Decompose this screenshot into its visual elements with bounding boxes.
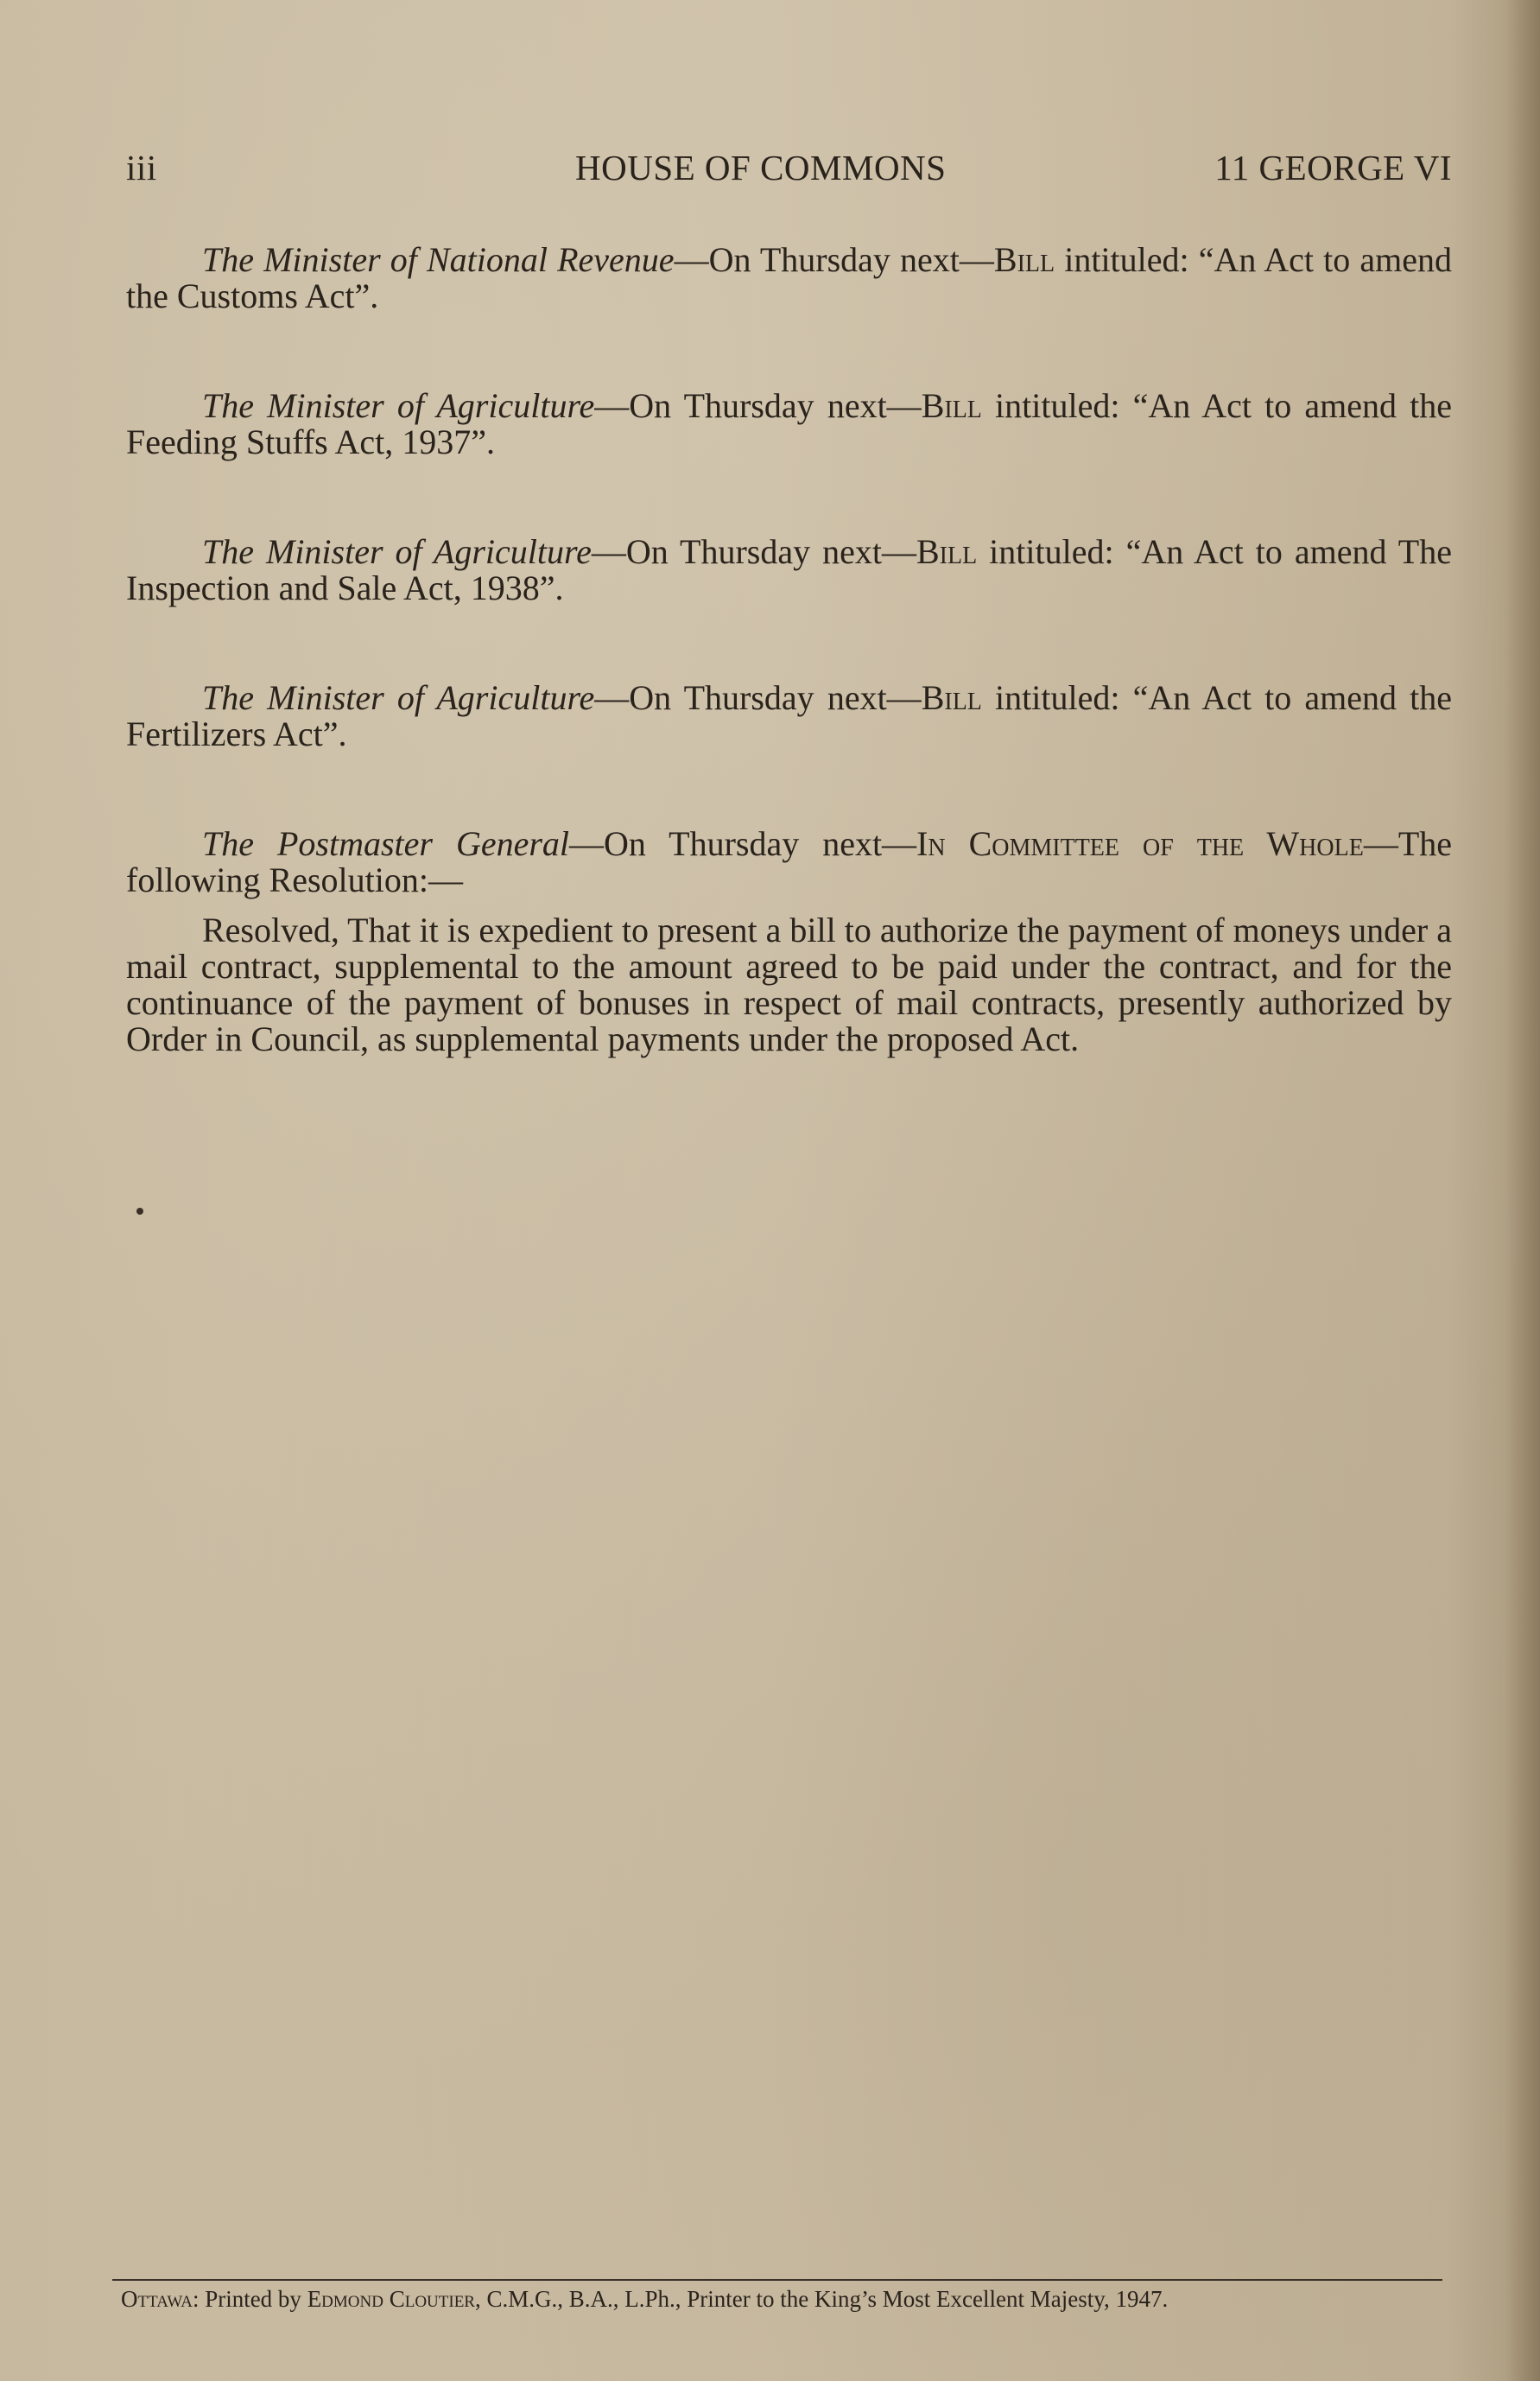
notice-timing: —On Thursday next— [594,386,922,425]
notice-item [126,242,1452,314]
bill-label: Bill [993,240,1055,279]
bill-title: intituled: “An Act to amend the Customs Act”. [126,240,1452,315]
bill-title: intituled: “An Act to amend The Inspection and Sale Act, 1938”. [126,532,1452,607]
notice-timing: —On Thursday next— [594,678,922,717]
notice-timing: —On Thursday next— [591,532,916,571]
page-number: iii [126,148,157,187]
notice-item [126,388,1452,460]
bill-label: Bill [921,678,982,717]
notice-list [126,242,1452,1057]
committee-label: In Committee of the Whole [916,824,1364,863]
notice-timing: —On Thursday next— [674,240,994,279]
minister-name: The Postmaster General [202,824,570,863]
minister-name: The Minister of Agriculture [202,532,592,571]
imprint-printed-by: : Printed by [192,2286,307,2312]
bill-title: intituled: “An Act to amend the Fertilizers Act”. [126,678,1452,753]
resolution-intro: —The following Resolution:— [126,824,1452,899]
imprint-credentials: , C.M.G., B.A., L.Ph., Printer to the King’s Most Excellent Majesty, 1947. [474,2286,1169,2312]
bill-label: Bill [921,386,982,425]
resolution-text: Resolved, That it is expedient to present a bill to authorize the payment of moneys under a mail contract, supplemental to the amount agreed to be paid under the contract, and for the continuance of the payment of bonuses in respect of mail contracts, presently authorized by Order in Council, as supplemental payments under the proposed Act. [126,911,1452,1058]
minister-name: The Minister of Agriculture [202,386,595,425]
page-edge-shadow [1505,0,1540,2381]
notice-item [126,680,1452,752]
printer-imprint [121,2286,1442,2313]
minister-name: The Minister of National Revenue [202,240,675,279]
notice-timing: —On Thursday next— [569,824,917,863]
regnal-year: 11 GEORGE VI [1214,148,1452,187]
bill-label: Bill [916,532,978,571]
minister-name: The Minister of Agriculture [202,678,595,717]
footer-rule [112,2279,1442,2281]
running-header [126,147,1452,199]
notice-item [126,534,1452,606]
imprint-city: Ottawa [121,2286,193,2312]
ink-speck [136,1208,143,1215]
imprint-printer-name: Edmond Cloutier [307,2286,475,2312]
notice-item [126,826,1452,898]
bill-title: intituled: “An Act to amend the Feeding Stuffs Act, 1937”. [126,386,1452,461]
page-title: HOUSE OF COMMONS [575,148,947,187]
